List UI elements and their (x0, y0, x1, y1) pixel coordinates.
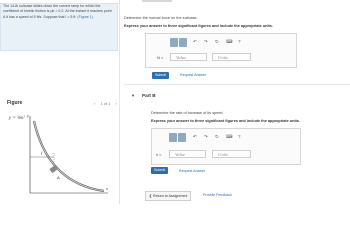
prev-figure-button[interactable]: ‹ (94, 101, 96, 106)
figure-title: Figure (7, 100, 23, 106)
part-a-variable-label: N = (157, 55, 164, 60)
part-b-submit-button[interactable]: Submit (151, 167, 168, 174)
curved-ramp (34, 121, 104, 191)
keyboard-icon[interactable]: ⌨ (226, 39, 233, 44)
part-b-answer-box (151, 128, 301, 165)
part-a-units-input[interactable]: Units (212, 53, 251, 61)
part-b-title[interactable]: Part B (142, 93, 156, 98)
part-b-collapse-icon[interactable]: ▼ (131, 93, 135, 98)
part-a-instruction: Express your answer to three significant figures and include the appropriate units. (124, 24, 273, 28)
part-a-submit-button[interactable]: Submit (152, 72, 169, 79)
part-separator (124, 84, 350, 85)
part-a-value-input[interactable]: Value (170, 53, 207, 61)
redo-icon[interactable]: ↷ (204, 134, 208, 139)
y-axis-label: y (27, 113, 29, 118)
part-b-value-input[interactable]: Value (169, 150, 206, 158)
part-a-request-answer-link[interactable]: Request Answer (180, 73, 207, 77)
panel-divider (119, 0, 120, 204)
template-button[interactable] (170, 38, 178, 47)
return-to-assignment-button[interactable]: ❮ Return to Assignment (145, 191, 191, 201)
figure-page-indicator: 1 of 1 (100, 101, 111, 106)
x-axis-label: x (106, 186, 108, 191)
figure-link[interactable]: (Figure 1) (77, 14, 93, 19)
help-icon[interactable]: ? (238, 134, 241, 139)
reset-icon[interactable]: ↻ (215, 134, 219, 139)
next-figure-button[interactable]: › (115, 101, 117, 106)
keyboard-icon[interactable]: ⌨ (226, 134, 233, 139)
redo-icon[interactable]: ↷ (204, 39, 208, 44)
point-a-label: A (57, 175, 60, 180)
l-label: l (41, 152, 43, 157)
part-a-header-cut (142, 0, 172, 2)
curve-equation-label: y = ⅛x² (9, 116, 25, 121)
symbol-button[interactable] (179, 38, 187, 47)
template-button[interactable] (169, 133, 177, 142)
part-a-answer-box (145, 33, 297, 68)
help-icon[interactable]: ? (238, 39, 241, 44)
part-b-request-answer-link[interactable]: Request Answer (179, 169, 206, 173)
reset-icon[interactable]: ↻ (215, 39, 219, 44)
figure-pager (92, 101, 119, 106)
undo-icon[interactable]: ↶ (193, 134, 197, 139)
problem-text: The 14-lb suitcase slides down the curved ramp for which the coefficient of kinetic friction is μk = 0.2. At the instant it reaches point A it has a speed of 5 ft/s. Suppose that l = 5 ft. (3, 4, 112, 19)
undo-icon[interactable]: ↶ (193, 39, 197, 44)
provide-feedback-link[interactable]: Provide Feedback (203, 193, 232, 197)
part-b-variable-label: v̇ = (156, 152, 162, 157)
part-a-prompt: Determine the normal force on the suitcase. (124, 16, 198, 20)
part-b-units-input[interactable]: Units (212, 150, 251, 158)
symbol-button[interactable] (178, 133, 186, 142)
ramp-figure (9, 113, 110, 197)
part-b-prompt: Determine the rate of increase of its speed. (151, 111, 224, 115)
problem-text-block (3, 4, 114, 20)
part-b-instruction: Express your answer to three significant figures and include the appropriate units. (151, 119, 300, 123)
